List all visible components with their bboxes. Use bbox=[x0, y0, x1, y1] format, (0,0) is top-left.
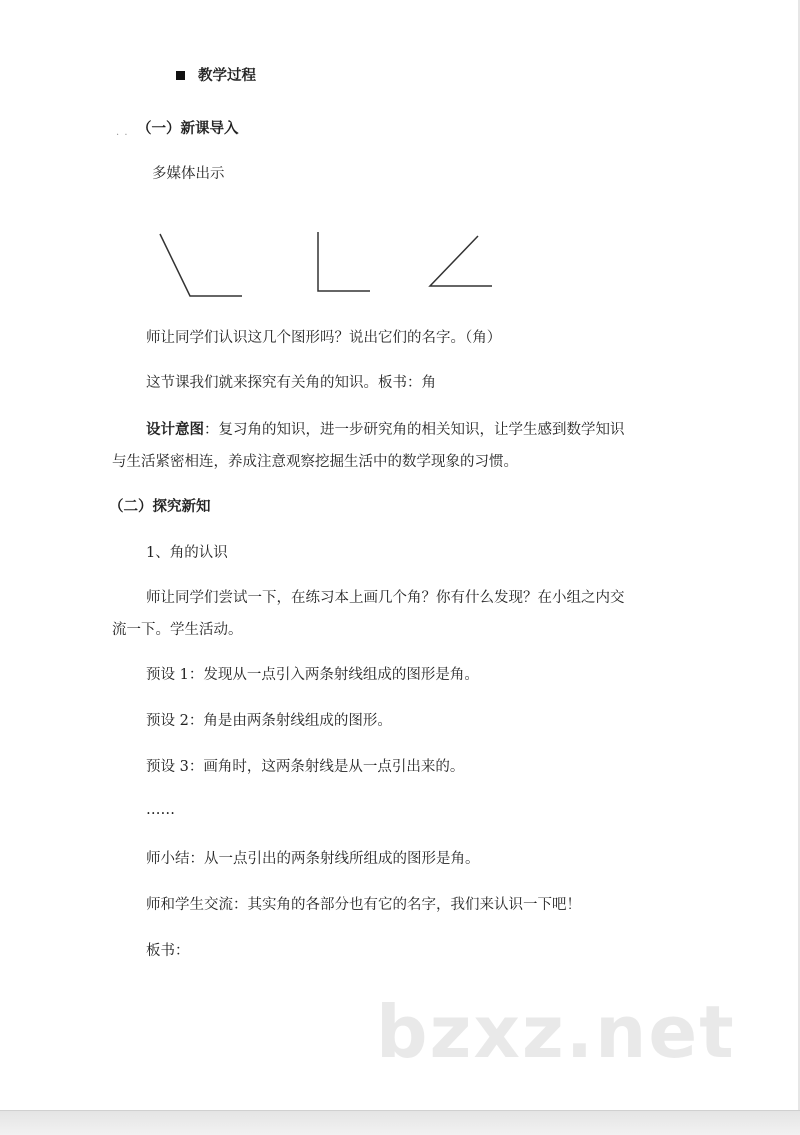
design-intent-text: ：复习角的知识，进一步研究角的相关知识，让学生感到数学知识 bbox=[204, 422, 625, 438]
design-intent-line2: 与生活紧密相连，养成注意观察挖掘生活中的数学现象的习惯。 bbox=[112, 454, 518, 470]
subsection-angle-recognition: 1、角的认识 bbox=[146, 545, 228, 561]
design-intent-label: 设计意图 bbox=[146, 421, 204, 438]
preset-2: 预设 2：角是由两条射线组成的图形。 bbox=[146, 713, 392, 729]
question-text: 师让同学们认识这几个图形吗？说出它们的名字。（角） bbox=[146, 330, 502, 346]
teacher-exchange: 师和学生交流：其实角的各部分也有它的名字，我们来认识一下吧！ bbox=[146, 897, 581, 913]
ellipsis: …… bbox=[146, 802, 175, 818]
acute-angle-figure bbox=[430, 236, 492, 286]
marker-dots: · · bbox=[116, 130, 129, 141]
angle-figures bbox=[150, 222, 510, 302]
intro-text: 多媒体出示 bbox=[152, 166, 225, 182]
watermark: bzxz.net bbox=[376, 990, 736, 1074]
preset-3: 预设 3：画角时，这两条射线是从一点引出来的。 bbox=[146, 759, 465, 775]
bullet-square-icon bbox=[176, 71, 185, 80]
activity-line2: 流一下。学生活动。 bbox=[112, 622, 243, 638]
teacher-summary: 师小结：从一点引出的两条射线所组成的图形是角。 bbox=[146, 851, 480, 867]
heading: 教学过程 bbox=[198, 67, 256, 84]
section1-title: （一）新课导入 bbox=[137, 120, 239, 137]
design-intent-line1 bbox=[146, 420, 625, 440]
right-angle-figure bbox=[318, 232, 370, 291]
activity-line1: 师让同学们尝试一下，在练习本上画几个角？你有什么发现？在小组之内交 bbox=[146, 590, 625, 606]
viewer-bottom-bar bbox=[0, 1110, 800, 1135]
section2-title: （二）探究新知 bbox=[109, 498, 211, 515]
preset-1: 预设 1：发现从一点引入两条射线组成的图形是角。 bbox=[146, 667, 479, 683]
board-label: 板书： bbox=[146, 943, 190, 959]
obtuse-angle-figure bbox=[160, 234, 242, 296]
board-text: 这节课我们就来探究有关角的知识。板书：角 bbox=[146, 375, 436, 391]
